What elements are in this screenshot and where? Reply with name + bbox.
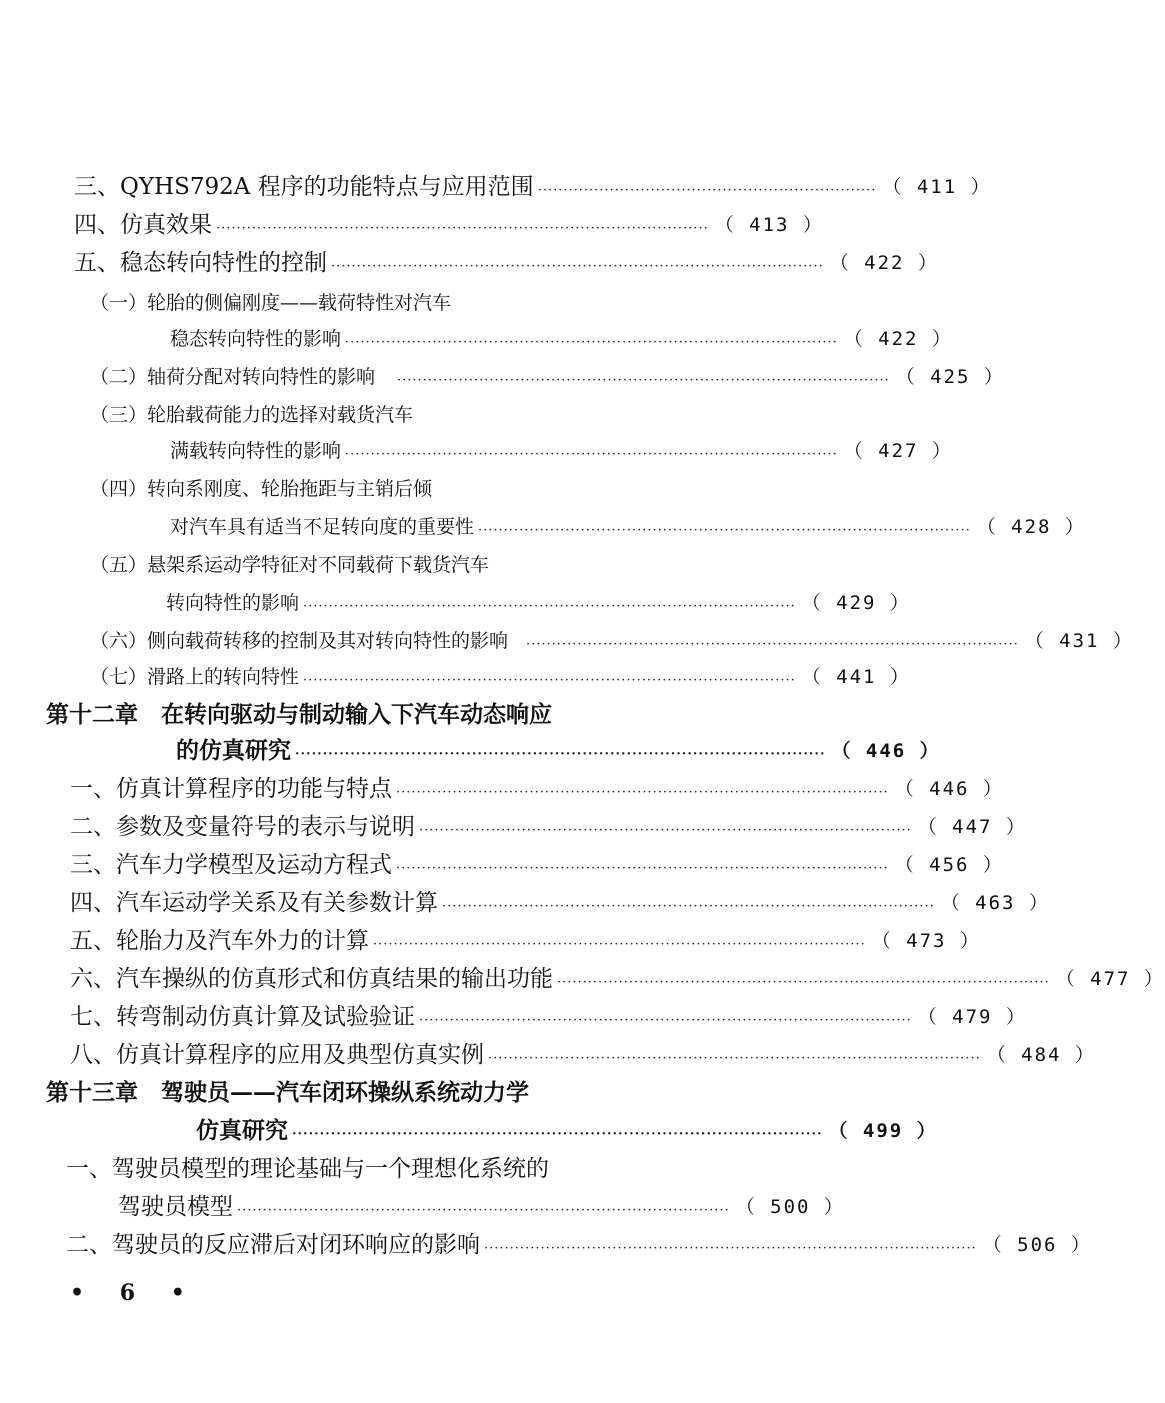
entry-page: （ 422 ）: [843, 328, 953, 350]
page-number: • 6 •: [70, 1280, 199, 1306]
toc-entry: [70, 962, 1165, 996]
entry-title: 转向特性的影响: [166, 592, 300, 614]
entry-title: 五、稳态转向特性的控制: [74, 250, 327, 276]
entry-title: 三、QYHS792A 程序的功能特点与应用范围: [74, 174, 534, 200]
toc-subentry-heading: （三）轮胎载荷能力的选择对载货汽车: [90, 404, 414, 426]
entry-title: 仿真研究: [196, 1117, 288, 1144]
toc-entry: [90, 360, 1005, 394]
leader-dots: ································································································: [345, 335, 838, 350]
entry-title: 二、驾驶员的反应滞后对闭环响应的影响: [66, 1232, 480, 1258]
chapter-heading: 第十三章 驾驶员——汽车闭环操纵系统动力学: [46, 1079, 529, 1106]
entry-title: （七）滑路上的转向特性: [90, 666, 300, 688]
entry-page: （ 456 ）: [894, 854, 1004, 876]
entry-page: （ 477 ）: [1055, 968, 1165, 990]
entry-title: 的仿真研究: [176, 737, 291, 764]
toc-entry: [170, 510, 1086, 544]
entry-page: （ 500 ）: [735, 1196, 845, 1218]
entry-page: （ 422 ）: [829, 252, 939, 274]
leader-dots: ································································································: [295, 747, 826, 762]
entry-title: （六）侧向载荷转移的控制及其对转向特性的影响: [90, 630, 509, 652]
toc-subentry-heading: 一、驾驶员模型的理论基础与一个理想化系统的: [66, 1156, 549, 1182]
toc-entry: [90, 660, 911, 694]
entry-title: 对汽车具有适当不足转向度的重要性: [170, 516, 475, 538]
entry-title: 三、汽车力学模型及运动方程式: [70, 852, 392, 878]
toc-entry: [70, 924, 981, 958]
leader-dots: ································································································: [331, 259, 824, 274]
leader-dots: ································································································: [237, 1203, 730, 1218]
entry-page: （ 506 ）: [982, 1234, 1092, 1256]
entry-page: （ 446 ）: [831, 740, 941, 762]
leader-dots: ································································································: [292, 1127, 823, 1142]
entry-page: （ 463 ）: [940, 892, 1050, 914]
entry-title: 满载转向特性的影响: [170, 440, 342, 462]
leader-dots: ································································································: [557, 975, 1050, 990]
toc-entry: [74, 170, 992, 204]
toc-entry: [74, 208, 824, 242]
leader-dots: ································································································: [396, 861, 889, 876]
leader-dots: ································································································: [345, 447, 838, 462]
leader-dots: ································································································: [303, 673, 796, 688]
toc-entry: [176, 734, 941, 768]
entry-title: 驾驶员模型: [118, 1194, 233, 1220]
entry-title: 六、汽车操纵的仿真形式和仿真结果的输出功能: [70, 966, 553, 992]
toc-entry: [70, 1000, 1027, 1034]
entry-title: 四、仿真效果: [74, 212, 212, 238]
toc-entry: [70, 1038, 1096, 1072]
toc-entry: [70, 886, 1050, 920]
entry-page: （ 447 ）: [917, 816, 1027, 838]
leader-dots: ································································································: [303, 599, 796, 614]
toc-entry: [66, 1228, 1092, 1262]
entry-title: 一、仿真计算程序的功能与特点: [70, 776, 392, 802]
entry-page: （ 446 ）: [894, 778, 1004, 800]
leader-dots: ··································································: [537, 183, 877, 198]
toc-entry: [90, 624, 1134, 658]
toc-entry: [170, 434, 953, 468]
leader-dots: ································································································: [216, 221, 709, 236]
entry-page: （ 429 ）: [801, 592, 911, 614]
leader-dots: ································································································: [478, 523, 971, 538]
leader-dots: ································································································: [373, 937, 866, 952]
toc-entry: [196, 1114, 938, 1148]
leader-dots: ································································································: [419, 1013, 912, 1028]
entry-page: （ 499 ）: [828, 1120, 938, 1142]
toc-subentry-heading: （一）轮胎的侧偏刚度——载荷特性对汽车: [90, 292, 452, 314]
toc-entry: [170, 322, 953, 356]
entry-title: 八、仿真计算程序的应用及典型仿真实例: [70, 1042, 484, 1068]
toc-entry: [70, 772, 1004, 806]
entry-page: （ 473 ）: [871, 930, 981, 952]
entry-title: 稳态转向特性的影响: [170, 328, 342, 350]
toc-subentry-heading: （五）悬架系运动学特征对不同载荷下载货汽车: [90, 554, 490, 576]
entry-page: （ 428 ）: [976, 516, 1086, 538]
leader-dots: ································································································: [396, 785, 889, 800]
entry-page: （ 427 ）: [843, 440, 953, 462]
entry-page: （ 441 ）: [801, 666, 911, 688]
entry-page: （ 413 ）: [714, 214, 824, 236]
entry-title: 五、轮胎力及汽车外力的计算: [70, 928, 369, 954]
leader-dots: ································································································: [488, 1051, 981, 1066]
entry-title: 二、参数及变量符号的表示与说明: [70, 814, 415, 840]
leader-dots: ································································································: [419, 823, 912, 838]
toc-entry: [166, 586, 911, 620]
leader-dots: ································································································: [442, 899, 935, 914]
entry-page: （ 479 ）: [917, 1006, 1027, 1028]
toc-entry: [70, 848, 1004, 882]
leader-dots: ································································································: [397, 373, 890, 388]
entry-page: （ 484 ）: [986, 1044, 1096, 1066]
entry-title: 七、转弯制动仿真计算及试验验证: [70, 1004, 415, 1030]
chapter-heading: 第十二章 在转向驱动与制动输入下汽车动态响应: [46, 701, 552, 728]
toc-entry: [70, 810, 1027, 844]
toc-entry: [74, 246, 939, 280]
entry-title: 四、汽车运动学关系及有关参数计算: [70, 890, 438, 916]
leader-dots: ································································································: [484, 1241, 977, 1256]
toc-entry: [118, 1190, 845, 1224]
entry-page: （ 411 ）: [882, 176, 992, 198]
leader-dots: ································································································: [526, 637, 1019, 652]
entry-page: （ 431 ）: [1024, 630, 1134, 652]
entry-page: （ 425 ）: [895, 366, 1005, 388]
entry-title: （二）轴荷分配对转向特性的影响: [90, 366, 376, 388]
toc-subentry-heading: （四）转向系刚度、轮胎拖距与主销后倾: [90, 478, 433, 500]
